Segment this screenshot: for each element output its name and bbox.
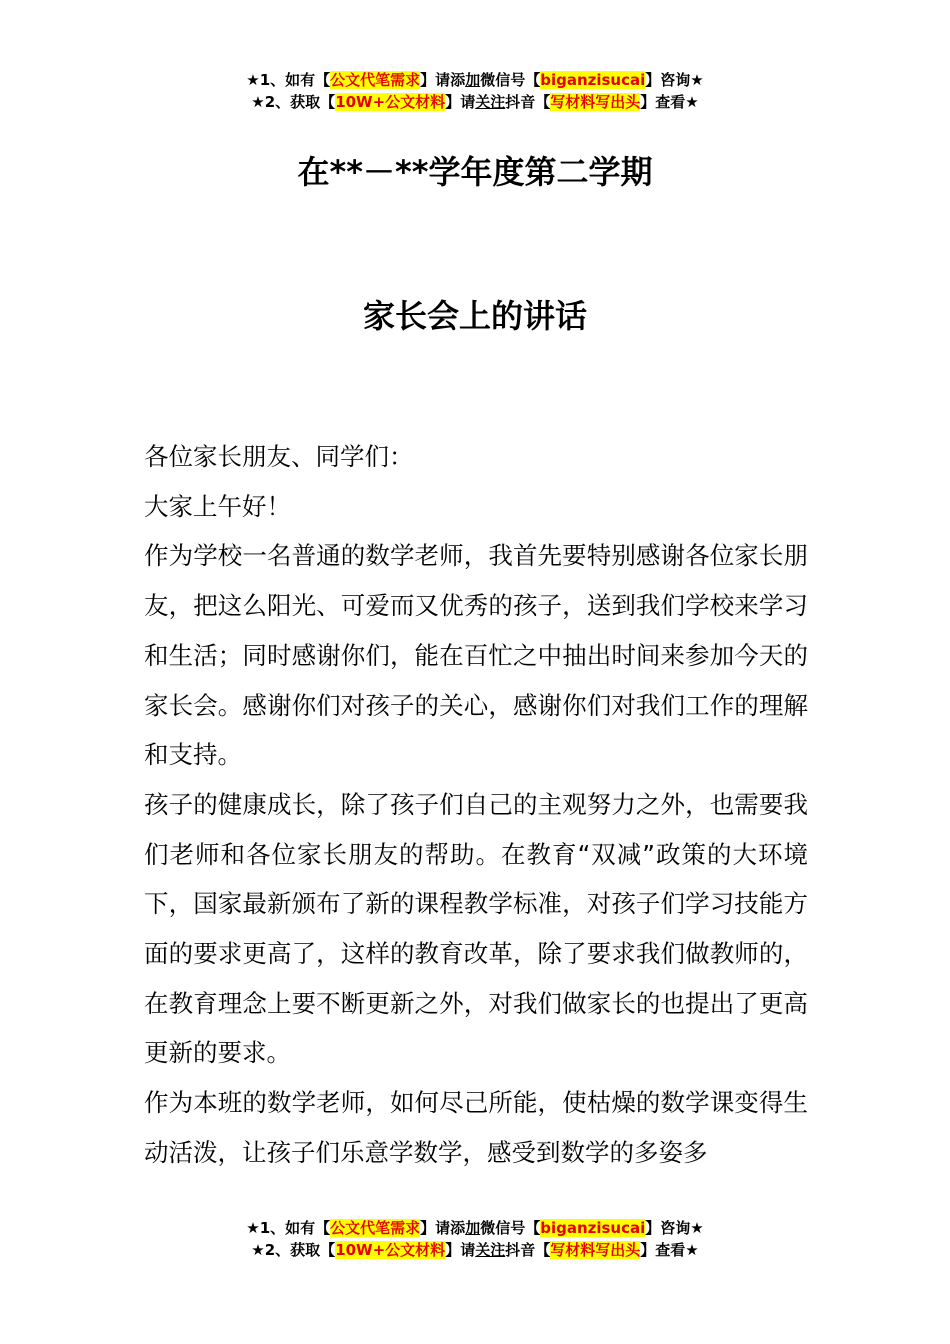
salutation: 各位家长朋友、同学们： <box>144 442 414 471</box>
banner-line-1 <box>0 69 950 91</box>
banner-text: 】查看★ <box>640 1241 699 1259</box>
banner-highlight-douyin: 写材料写出头 <box>550 93 641 111</box>
banner-line-2 <box>0 1239 950 1261</box>
banner-highlight-service: 公文代笔需求 <box>330 1219 421 1237</box>
banner-text: 】请添 <box>420 71 466 89</box>
banner-highlight-douyin: 写材料写出头 <box>550 1241 641 1259</box>
greeting: 大家上午好！ <box>144 491 291 521</box>
banner-text: 微信号【 <box>480 71 541 89</box>
banner-text: 抖音【 <box>505 93 551 111</box>
banner-underlined-text: 关注 <box>475 93 506 111</box>
banner-line-2 <box>0 91 950 113</box>
banner-highlight-wechat-id: biganzisucai <box>540 71 646 89</box>
banner-text: 】咨询★ <box>645 1219 704 1237</box>
banner-highlight-wechat-id: biganzisucai <box>540 1219 646 1237</box>
banner-text: ★1、如有【 <box>246 1219 331 1237</box>
document-title-line-2: 家长会上的讲话 <box>362 297 587 335</box>
banner-text: 】请添 <box>420 1219 466 1237</box>
banner-text: ★2、获取【 <box>251 1241 336 1259</box>
banner-text: 】查看★ <box>640 93 699 111</box>
document-body <box>144 432 808 1178</box>
banner-text: ★1、如有【 <box>246 71 331 89</box>
banner-text: 】咨询★ <box>645 71 704 89</box>
banner-underlined-text: 关注 <box>475 1241 506 1259</box>
banner-text: 微信号【 <box>480 1219 541 1237</box>
top-banner <box>0 69 950 113</box>
banner-text: 】请 <box>445 93 476 111</box>
body-paragraph: 作为本班的数学老师，如何尽己所能，使枯燥的数学课变得生动活泼，让孩子们乐意学数学，感受到数学的多姿多 <box>144 1088 808 1167</box>
body-paragraph: 作为学校一名普通的数学老师，我首先要特别感谢各位家长朋友，把这么阳光、可爱而又优秀的孩子，送到我们学校来学习和生活；同时感谢你们，能在百忙之中抽出时间来参加今天的家长会。感谢你们对孩子的关心，感谢你们对我们工作的理解和支持。 <box>144 541 808 770</box>
banner-line-1 <box>0 1217 950 1239</box>
banner-highlight-materials: 10W+公文材料 <box>335 1241 446 1259</box>
document-title-line-1: 在**－**学年度第二学期 <box>297 153 653 191</box>
banner-text: ★2、获取【 <box>251 93 336 111</box>
banner-highlight-service: 公文代笔需求 <box>330 71 421 89</box>
banner-highlight-materials: 10W+公文材料 <box>335 93 446 111</box>
body-paragraph: 孩子的健康成长，除了孩子们自己的主观努力之外，也需要我们老师和各位家长朋友的帮助。在教育“双减”政策的大环境下，国家最新颁布了新的课程教学标准，对孩子们学习技能方面的要求更高了，这样的教育改革，除了要求我们做教师的，在教育理念上要不断更新之外，对我们做家长的也提出了更高更新的要求。 <box>144 789 808 1068</box>
banner-text: 抖音【 <box>505 1241 551 1259</box>
banner-text: 】请 <box>445 1241 476 1259</box>
banner-underlined-text: 加 <box>465 1219 481 1237</box>
banner-underlined-text: 加 <box>465 71 481 89</box>
bottom-banner <box>0 1217 950 1261</box>
